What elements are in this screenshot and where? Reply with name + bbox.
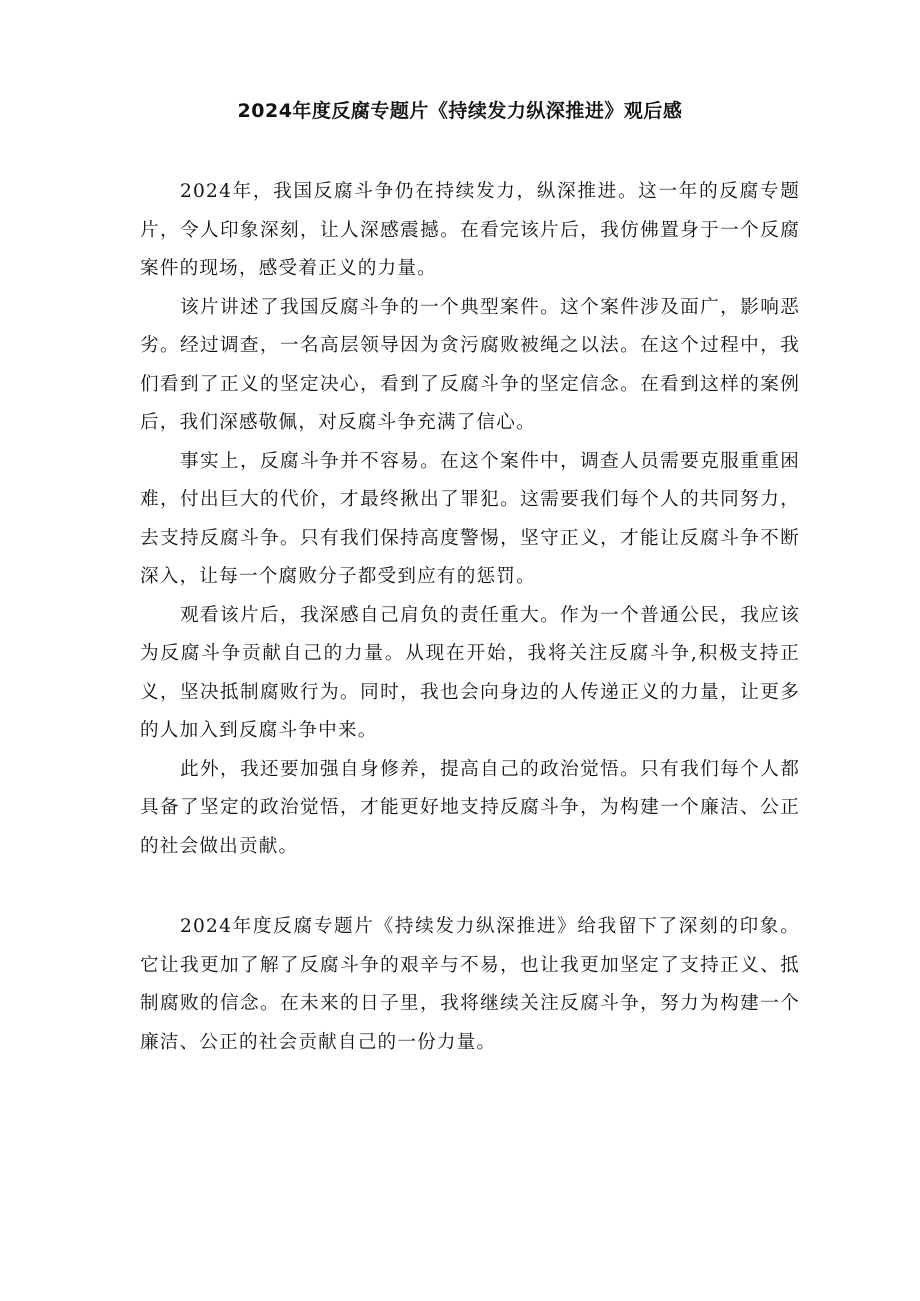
paragraph-spacer	[140, 866, 800, 908]
paragraph-1: 2024年，我国反腐斗争仍在持续发力，纵深推进。这一年的反腐专题片，令人印象深刻，让人深感震撼。在看完该片后，我仿佛置身于一个反腐案件的现场，感受着正义的力量。	[140, 181, 800, 279]
document-title: 2024年度反腐专题片《持续发力纵深推进》观后感	[237, 100, 683, 122]
paragraph-4: 观看该片后，我深感自己肩负的责任重大。作为一个普通公民，我应该为反腐斗争贡献自己的力量。从现在开始，我将关注反腐斗争,积极支持正义，坚决抵制腐败行为。同时，我也会向身边的人传递正义的力量，让更多的人加入到反腐斗争中来。	[140, 604, 800, 741]
paragraph-5: 此外，我还要加强自身修养，提高自己的政治觉悟。只有我们每个人都具备了坚定的政治觉悟，才能更好地支持反腐斗争，为构建一个廉洁、公正的社会做出贡献。	[140, 758, 800, 857]
paragraph-6: 2024年度反腐专题片《持续发力纵深推进》给我留下了深刻的印象。它让我更加了解了反腐斗争的艰辛与不易，也让我更加坚定了支持正义、抵制腐败的信念。在未来的日子里，我将继续关注反腐斗争，努力为构建一个廉洁、公正的社会贡献自己的一份力量。	[140, 916, 800, 1053]
document-body	[140, 173, 800, 1062]
paragraph-2: 该片讲述了我国反腐斗争的一个典型案件。这个案件涉及面广，影响恶劣。经过调查，一名高层领导因为贪污腐败被绳之以法。在这个过程中，我们看到了正义的坚定决心，看到了反腐斗争的坚定信念。在看到这样的案例后，我们深感敬佩，对反腐斗争充满了信心。	[140, 296, 800, 433]
paragraph-3: 事实上，反腐斗争并不容易。在这个案件中，调查人员需要克服重重困难，付出巨大的代价，才最终揪出了罪犯。这需要我们每个人的共同努力，去支持反腐斗争。只有我们保持高度警惕，坚守正义，才能让反腐斗争不断深入，让每一个腐败分子都受到应有的惩罚。	[140, 450, 800, 587]
